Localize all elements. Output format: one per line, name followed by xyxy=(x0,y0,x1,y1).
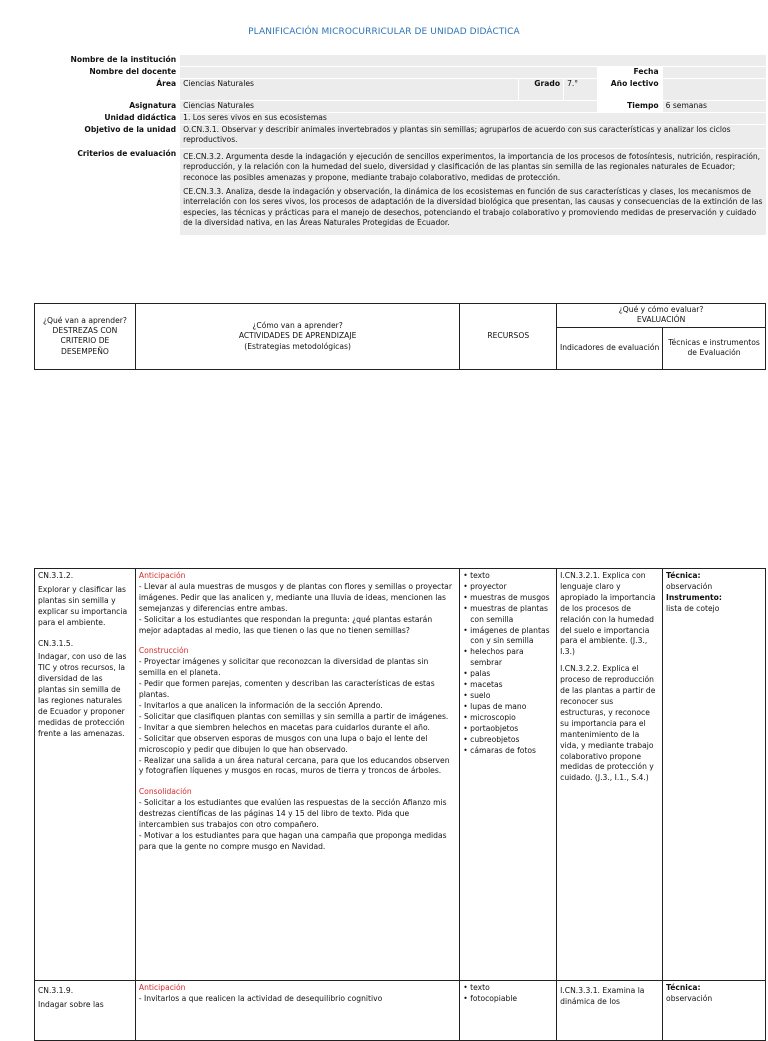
recursos-list xyxy=(463,983,553,1005)
recursos-cell xyxy=(460,569,557,981)
recurso-item: • microscopio xyxy=(463,713,553,724)
destrezas-cell xyxy=(35,981,136,1041)
tecnica-label: Técnica: xyxy=(666,983,701,992)
objetivo-label: Objetivo de la unidad xyxy=(36,125,180,149)
asignatura-value: Ciencias Naturales xyxy=(180,101,598,113)
criterio-item: CE.CN.3.2. Argumenta desde la indagación y ejecución de sencillos experimentos, la importancia de los procesos de fotosíntesis, nutrición, respiración, reproducción, y la relación con la humedad del suelo, diversidad y clasificación de las plantas sin semilla de las regionales naturales de Ecuador; reconoce las posibles amenazas y propone, mediante trabajo colaborativo, medidas de protección. xyxy=(183,151,761,182)
activity-item: - Solicitar a los estudiantes que respondan la pregunta: ¿qué plantas estarán mejor adaptadas al medio, las que tienen o las que no tienen semillas? xyxy=(138,614,433,635)
document-title: PLANIFICACIÓN MICROCURRICULAR DE UNIDAD DIDÁCTICA xyxy=(248,27,520,37)
instrumento-label: Instrumento: xyxy=(666,592,722,602)
evaluacion-header-line: ¿Qué y cómo evaluar? xyxy=(618,305,704,314)
activity-item: - Invitarlos a que realicen la actividad de desequilibrio cognitivo xyxy=(138,993,383,1003)
criterios-label: Criterios de evaluación xyxy=(36,148,180,235)
tecnica-label: Técnica: xyxy=(666,571,701,580)
activity-item: - Pedir que formen parejas, comenten y describan las características de estas plantas. xyxy=(138,679,435,700)
indicador-item: I.CN.3.3.1. Examina la dinámica de los xyxy=(560,986,645,1006)
docente-label: Nombre del docente xyxy=(36,67,180,79)
destreza-text: Indagar, con uso de las TIC y otros recursos, la diversidad de las plantas sin semilla de las regiones naturales de Ecuador y proponer medidas de protección frente a las amenazas. xyxy=(38,652,127,738)
institucion-label: Nombre de la institución xyxy=(36,55,180,67)
tecnicas-header: Técnicas e instrumentos de Evaluación xyxy=(663,327,766,369)
anticipacion-title: Anticipación xyxy=(138,571,186,580)
tecnica-value: observación xyxy=(666,993,713,1003)
actividades-cell xyxy=(135,981,459,1041)
tiempo-label: Tiempo xyxy=(597,101,662,113)
evaluacion-header-line: EVALUACIÓN xyxy=(636,315,686,325)
indicador-item: I.CN.3.2.1. Explica con lenguaje claro y apropiado la importancia de los procesos de relación con la humedad del suelo e importancia para el ambiente. (J.3., I.3.) xyxy=(560,571,656,657)
recurso-item: • muestras de plantas con semilla xyxy=(463,604,553,626)
recurso-item: • palas xyxy=(463,669,553,680)
recurso-item: • cubreobjetos xyxy=(463,735,553,746)
recurso-item: • macetas xyxy=(463,680,553,691)
planning-content-table xyxy=(34,568,766,1041)
actividades-header-line: ¿Cómo van a aprender? xyxy=(252,320,343,330)
recursos-header: RECURSOS xyxy=(460,304,557,370)
actividades-cell xyxy=(135,569,459,981)
activity-item: - Solicitar a los estudiantes que evalúen las respuestas de la sección Afianzo mis destrezas científicas de las páginas 14 y 15 del libro de texto. Pida que intercambien sus trabajos con otro compañero. xyxy=(138,798,447,830)
recurso-item: • portaobjetos xyxy=(463,724,553,735)
destreza-code: CN.3.1.2. xyxy=(38,571,74,580)
recurso-item: • muestras de musgos xyxy=(463,593,553,604)
construccion-title: Construcción xyxy=(138,646,189,656)
actividades-header xyxy=(135,304,459,370)
unidad-label: Unidad didáctica xyxy=(36,113,180,125)
fecha-value[interactable] xyxy=(662,67,766,79)
indicadores-cell xyxy=(557,569,663,981)
destreza-text: Explorar y clasificar las plantas sin semilla y explicar su importancia para el ambiente. xyxy=(38,584,128,627)
area-value: Ciencias Naturales xyxy=(180,79,519,101)
activity-item: - Solicitar que observen esporas de musgos con una lupa o bajo el lente del microscopio y pedir que dibujen lo que han observado. xyxy=(138,733,428,754)
grado-value: 7.° xyxy=(564,79,598,101)
recursos-cell xyxy=(460,981,557,1041)
instrumento-value: lista de cotejo xyxy=(666,603,720,613)
criterio-item: CE.CN.3.3. Analiza, desde la indagación y observación, la dinámica de los ecosistemas en función de sus características y clases, los mecanismos de interrelación con los seres vivos, los procesos de adaptación de la diversidad biológica que presentan, las causas y consecuencias de la extinción de las especies, las técnicas y prácticas para el manejo de desechos, potenciando el trabajo colaborativo y promoviendo medidas de preservación y cuidado de la diversidad nativa, en las Áreas Naturales Protegidas de Ecuador. xyxy=(183,187,763,228)
recurso-item: • fotocopiable xyxy=(463,994,553,1005)
recurso-item: • proyector xyxy=(463,582,553,593)
unidad-value: 1. Los seres vivos en sus ecosistemas xyxy=(180,113,767,125)
destreza-code: CN.3.1.9. xyxy=(38,986,74,995)
tecnicas-cell xyxy=(663,569,766,981)
recurso-item: • imágenes de plantas con y sin semilla xyxy=(463,626,553,648)
recursos-list xyxy=(463,571,553,756)
anticipacion-title: Anticipación xyxy=(138,983,186,992)
activity-item: - Invitarlos a que analicen la información de la sección Aprendo. xyxy=(138,700,383,710)
activity-item: - Invitar a que siembren helechos en macetas para cuidarlos durante el año. xyxy=(138,722,430,732)
area-label: Área xyxy=(36,79,180,101)
asignatura-label: Asignatura xyxy=(36,101,180,113)
activity-item: - Motivar a los estudiantes para que hagan una campaña que proponga medidas para que la gente no compre musgo en Navidad. xyxy=(138,830,447,851)
grado-label: Grado xyxy=(519,79,564,101)
recurso-item: • cámaras de fotos xyxy=(463,746,553,757)
fecha-label: Fecha xyxy=(597,67,662,79)
evaluacion-header xyxy=(557,304,766,328)
anio-label: Año lectivo xyxy=(597,79,662,101)
activity-item: - Realizar una salida a un área natural cercana, para que los educandos observen y fotografíen líquenes y musgos en rocas, muros de tierra y troncos de árboles. xyxy=(138,755,450,776)
tecnicas-cell xyxy=(663,981,766,1041)
recurso-item: • helechos para sembrar xyxy=(463,647,553,669)
indicadores-header: Indicadores de evaluación xyxy=(557,327,663,369)
anio-value[interactable] xyxy=(662,79,766,101)
activity-item: - Solicitar que clasifiquen plantas con semillas y sin semilla a partir de imágenes. xyxy=(138,711,449,721)
actividades-header-line: (Estrategias metodológicas) xyxy=(244,341,351,351)
actividades-header-line: ACTIVIDADES DE APRENDIZAJE xyxy=(238,331,357,341)
recurso-item: • texto xyxy=(463,983,553,994)
destrezas-cell xyxy=(35,569,136,981)
tiempo-value: 6 semanas xyxy=(662,101,766,113)
destreza-code: CN.3.1.5. xyxy=(38,638,74,648)
consolidacion-title: Consolidación xyxy=(138,787,192,797)
tecnica-value: observación xyxy=(666,581,713,591)
destrezas-header: ¿Qué van a aprender? DESTREZAS CON CRITERIO DE DESEMPEÑO xyxy=(35,304,136,370)
info-table xyxy=(35,54,767,236)
indicadores-cell xyxy=(557,981,663,1041)
recurso-item: • texto xyxy=(463,571,553,582)
destreza-text: Indagar sobre las xyxy=(38,999,104,1009)
activity-item: - Proyectar imágenes y solicitar que reconozcan la diversidad de plantas sin semilla en el planeta. xyxy=(138,657,429,678)
recurso-item: • lupas de mano xyxy=(463,702,553,713)
objetivo-value: O.CN.3.1. Observar y describir animales invertebrados y plantas sin semillas; agruparlos de acuerdo con sus características y analizar los ciclos reproductivos. xyxy=(180,125,767,149)
indicador-item: I.CN.3.2.2. Explica el proceso de reproducción de las plantas a partir de reconocer sus estructuras, y reconoce su importancia para el mantenimiento de la vida, y mediante trabajo colaborativo propone medidas de protección y cuidado. (J.3., I.1., S.4.) xyxy=(560,664,656,783)
institucion-value[interactable] xyxy=(180,55,767,67)
docente-value[interactable] xyxy=(180,67,598,79)
criterios-value xyxy=(180,148,767,235)
methodology-header-table xyxy=(34,303,766,370)
recurso-item: • suelo xyxy=(463,691,553,702)
activity-item: - Llevar al aula muestras de musgos y de plantas con flores y semillas o proyectar imágenes. Pedir que las analicen y, mediante una lluvia de ideas, mencionen las semejanzas y diferencias entre ambas. xyxy=(138,581,452,613)
